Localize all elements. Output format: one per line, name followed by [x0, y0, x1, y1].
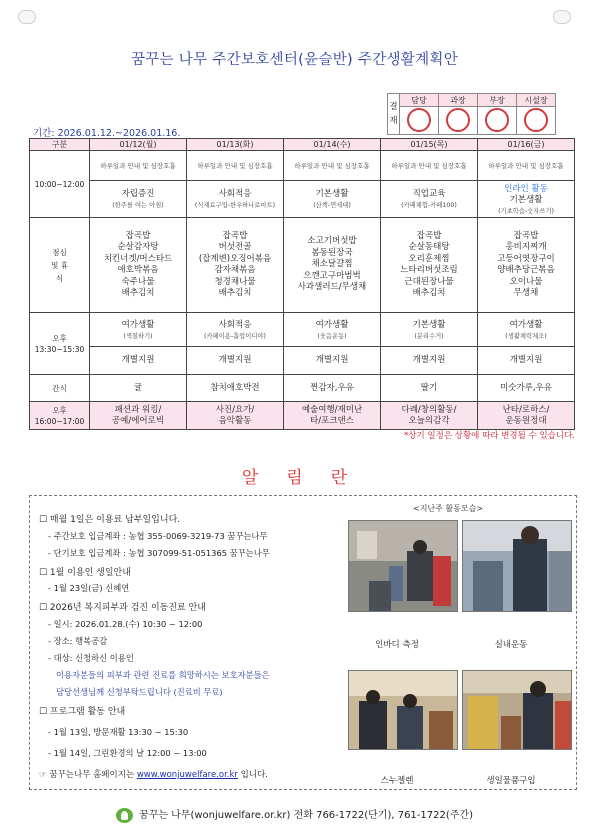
schedule-header-row [30, 139, 575, 151]
menu-item: 오리훈제찜 [408, 253, 450, 264]
photo-inbody-measurement [349, 521, 457, 611]
activity-name: 인라인 활동 [504, 183, 548, 194]
menu-item: 배추김치 [218, 288, 252, 298]
activity-detail: (산책-연세대) [313, 202, 351, 209]
notice-heading: ☐ 2026년 복지피부과 검진 이동진료 안내 [39, 603, 206, 613]
notice-detail: - 일시: 2026.01.28.(수) 10:30 ~ 12:00 [48, 619, 203, 629]
organization-logo-icon [116, 808, 133, 823]
activity-cell [284, 181, 381, 218]
notice-detail: - 대상: 신청하신 이용인 [48, 653, 134, 663]
activity-name: 사회적응 [218, 189, 252, 199]
program-cell [187, 402, 284, 430]
seal-stamp [485, 108, 509, 132]
activity-cell [381, 181, 478, 218]
snack-cell: 참치애호박전 [187, 375, 284, 402]
activity-photo [348, 670, 458, 750]
photo-caption: 실내운동 [494, 640, 528, 650]
activity-name: 기본생활 [412, 319, 446, 330]
notice-detail: 이용자분들의 피부과 관련 진료를 희망하시는 보호자분들은 [56, 670, 270, 680]
homepage-link[interactable]: www.wonjuwelfare.or.kr [136, 770, 238, 780]
notice-detail: - 단기보호 입금계좌 : 농협 307099-51-051365 꿈꾸는나무 [48, 548, 270, 558]
binder-hole [553, 10, 571, 24]
activity-cell [381, 313, 478, 347]
approval-role: 부장 [478, 94, 517, 107]
lunch-row [30, 218, 575, 313]
notice-detail: 담당선생님께 신청부탁드립니다 (진료비 무료) [56, 687, 223, 697]
notice-title: 알림란 [241, 468, 376, 488]
menu-item: 잡곡밥 [513, 230, 539, 241]
notice-detail: - 1월 23일(금) 신혜연 [48, 583, 130, 593]
homepage-text: ☞ 꿈꾸는나무 홈페이지는 [39, 770, 135, 780]
photo-birthday-shopping [463, 671, 571, 749]
weekly-schedule-table [29, 138, 575, 430]
photo-snoezelen [349, 671, 457, 749]
menu-item: 배추김치 [121, 288, 155, 298]
greeting-row [30, 151, 575, 181]
lunch-menu-cell [478, 218, 575, 313]
menu-item: 감자채볶음 [214, 265, 256, 275]
activity-name: 기본생활 [315, 189, 349, 199]
afternoon-row [30, 313, 575, 347]
activity-cell [478, 313, 575, 347]
homepage-note [39, 768, 268, 780]
col-header: 01/16(금) [478, 139, 575, 151]
menu-item: 홍비지찌개 [505, 242, 547, 252]
menu-item: 잡곡밥 [222, 230, 248, 241]
approval-role: 담당 [400, 94, 439, 107]
col-header: 01/12(월) [90, 139, 187, 151]
activity-detail: (분리수거) [414, 332, 444, 340]
menu-item: 잡곡밥 [416, 230, 442, 241]
photo-caption: 인바디 측정 [375, 640, 419, 650]
program-line: 사진/요가/ [215, 404, 255, 415]
greeting-cell: 하루일과 안내 및 심장호흡 [284, 151, 381, 181]
photo-indoor-exercise [463, 521, 571, 611]
late-time: 16:00~17:00 [34, 416, 85, 426]
col-header: 구분 [30, 139, 90, 151]
approval-role: 시설장 [517, 94, 556, 107]
lunch-label: 점심 및 휴식 [51, 247, 68, 283]
snack-cell: 미숫가루,우유 [478, 375, 575, 402]
support-cell: 개별지원 [284, 347, 381, 375]
homepage-text: 입니다. [240, 770, 268, 780]
activity-name: 여가생활 [315, 319, 349, 330]
program-line: 타/포크댄스 [310, 415, 354, 426]
menu-item: 봄동된장국 [311, 247, 353, 258]
support-cell: 개별지원 [381, 347, 478, 375]
activity-cell [187, 181, 284, 218]
greeting-cell: 하루일과 안내 및 심장호흡 [478, 151, 575, 181]
activity-detail: (웃음운동) [317, 332, 347, 340]
time-label [30, 218, 90, 313]
program-line: 공예/에어로빅 [111, 415, 165, 426]
approval-stamp-cell [439, 107, 478, 135]
menu-item: (잡계변)오징어볶음 [198, 253, 272, 264]
footer-text: 꿈꾸는 나무(wonjuwelfare.or.kr) 전화 766-1722(단기), 761-1722(주간) [139, 810, 473, 821]
afternoon-label: 오후 [52, 333, 67, 343]
activity-detail: (식재료구입-한우하나로마트) [194, 202, 276, 209]
menu-item: 양배추당근볶음 [497, 265, 555, 275]
activity-detail: (카페체험-카페100) [401, 202, 457, 209]
activity-name: 기본생활 [509, 194, 543, 205]
time-label: 간식 [30, 375, 90, 402]
support-cell: 개별지원 [90, 347, 187, 375]
activity-cell [284, 313, 381, 347]
col-header: 01/14(수) [284, 139, 381, 151]
late-label: 오후 [52, 405, 67, 415]
menu-item: 느타리버섯조림 [400, 265, 458, 275]
menu-item: 치킨너겟/머스타드 [103, 253, 173, 264]
menu-item: 소고기버섯밥 [307, 236, 357, 247]
photo-caption: 스누젤렌 [380, 776, 414, 786]
notice-detail: - 주간보호 입금계좌 : 농협 355-0069-3219-73 꿈꾸는나무 [48, 531, 268, 541]
menu-item: 청경채나물 [214, 276, 256, 287]
menu-item: 고등어엿장구이 [497, 253, 555, 264]
menu-item: 무생채 [513, 288, 539, 298]
notice-heading: ☐ 1월 이용인 생일안내 [39, 568, 131, 578]
menu-item: 버섯전골 [218, 242, 252, 252]
activity-detail: (한주를 여는 아침) [112, 202, 164, 209]
program-cell [284, 402, 381, 430]
notice-detail: - 1월 14일, 그린환경의 날 12:00 ~ 13:00 [48, 748, 207, 758]
approval-stamp-cell [478, 107, 517, 135]
seal-stamp [524, 108, 548, 132]
support-cell: 개별지원 [478, 347, 575, 375]
binder-hole [18, 10, 36, 24]
menu-item: 잡곡밥 [125, 230, 151, 241]
activity-cell [187, 313, 284, 347]
program-line: 운동원정대 [505, 415, 547, 426]
activity-name: 여가생활 [509, 319, 543, 330]
program-line: 예술여행/재미난 [301, 404, 363, 415]
program-cell [478, 402, 575, 430]
col-header: 01/15(목) [381, 139, 478, 151]
menu-item: 근대된장나물 [404, 276, 454, 287]
snack-cell: 찐감자,우유 [284, 375, 381, 402]
notice-detail: - 장소: 행복공감 [48, 636, 108, 646]
program-cell [90, 402, 187, 430]
page-title: 꿈꾸는 나무 주간보호센터(윤슬반) 주간생활계획안 [130, 52, 459, 68]
notice-detail: - 1월 13일, 방문재활 13:30 ~ 15:30 [48, 727, 189, 737]
snack-row [30, 375, 575, 402]
program-line: 다례/창의활동/ [401, 404, 457, 415]
approval-stamp-cell [400, 107, 439, 135]
support-row [30, 347, 575, 375]
activity-detail: (카페이용-흡업이디야) [204, 332, 266, 340]
activity-detail: (생활체력체조) [505, 332, 547, 340]
activity-name: 자립증진 [121, 189, 155, 199]
activity-detail: (기초학습-숫자쓰기) [498, 207, 554, 215]
support-cell: 개별지원 [187, 347, 284, 375]
approval-role: 과장 [439, 94, 478, 107]
menu-item: 오이나물 [509, 276, 543, 287]
change-note: *상기 일정은 상황에 따라 변경될 수 있습니다. [404, 431, 575, 441]
activity-name: 사회적응 [218, 319, 252, 330]
snack-cell: 귤 [90, 375, 187, 402]
program-line: 난타/로하스/ [502, 404, 550, 415]
menu-item: 순살동태탕 [408, 242, 450, 252]
seal-stamp [446, 108, 470, 132]
greeting-cell: 하루일과 안내 및 심장호흡 [187, 151, 284, 181]
menu-item: 으깬고구마범벅 [303, 270, 361, 281]
program-line: 오늘의감각 [408, 415, 450, 426]
greeting-cell: 하루일과 안내 및 심장호흡 [381, 151, 478, 181]
time-label [30, 313, 90, 375]
col-header: 01/13(화) [187, 139, 284, 151]
photo-section-header: <지난주 활동모습> [413, 504, 484, 513]
approval-box [387, 93, 556, 135]
menu-item: 숙주나물 [121, 276, 155, 287]
activity-name: 직업교육 [412, 189, 446, 199]
activity-cell [90, 313, 187, 347]
lunch-menu-cell [187, 218, 284, 313]
approval-side-label: 결재 [388, 94, 400, 135]
lunch-menu-cell [381, 218, 478, 313]
activity-photo [462, 670, 572, 750]
activity-cell [90, 181, 187, 218]
footer [0, 806, 589, 823]
notice-heading: ☐ 매월 1일은 이용료 납부일입니다. [39, 515, 181, 525]
activity-detail: (색칠하기) [123, 332, 153, 340]
schedule-period: 기간: 2026.01.12.~2026.01.16. [33, 128, 181, 139]
snack-cell: 딸기 [381, 375, 478, 402]
greeting-cell: 하루일과 안내 및 심장호흡 [90, 151, 187, 181]
activity-photo [462, 520, 572, 612]
time-label [30, 402, 90, 430]
photo-caption: 생일물품구입 [486, 776, 536, 786]
menu-item: 순살감자탕 [117, 242, 159, 252]
lunch-menu-cell [284, 218, 381, 313]
program-line: 음악활동 [218, 415, 252, 426]
menu-item: 배추김치 [412, 288, 446, 298]
activity-cell [478, 181, 575, 218]
menu-item: 사과샐러드/무생채 [297, 282, 367, 293]
late-afternoon-row [30, 402, 575, 430]
menu-item: 채소달걀찜 [311, 259, 353, 270]
lunch-menu-cell [90, 218, 187, 313]
afternoon-time: 13:30~15:30 [34, 344, 85, 354]
activity-photo [348, 520, 458, 612]
morning-row [30, 181, 575, 218]
program-line: 패션과 워킹/ [114, 404, 162, 415]
menu-item: 애호박볶음 [117, 265, 159, 275]
program-cell [381, 402, 478, 430]
seal-stamp [407, 108, 431, 132]
notice-heading: ☐ 프로그램 활동 안내 [39, 707, 126, 717]
time-label: 10:00~12:00 [30, 151, 90, 218]
activity-name: 여가생활 [121, 319, 155, 330]
approval-stamp-cell [517, 107, 556, 135]
